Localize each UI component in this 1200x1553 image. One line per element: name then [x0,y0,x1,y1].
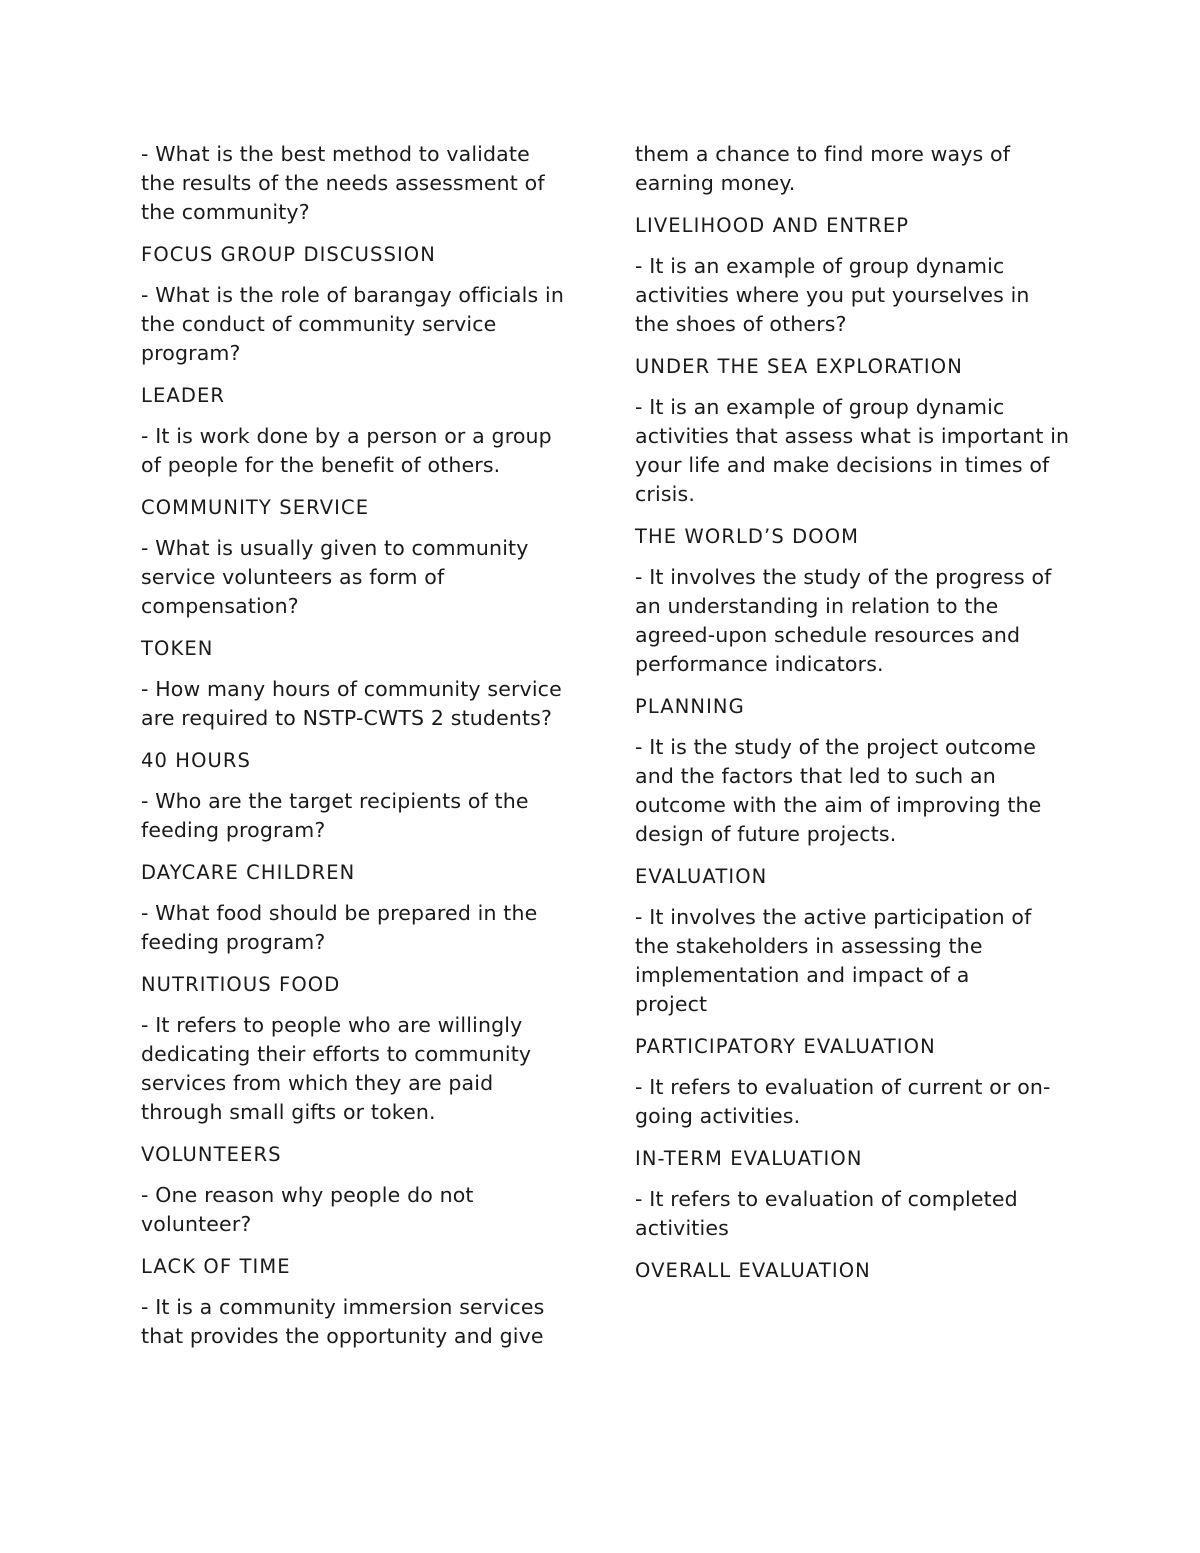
answer-text [141,1140,581,1169]
answer-text [141,746,581,775]
answer-text [141,381,581,410]
text-line: 40 HOURS [141,749,252,772]
text-line: the conduct of community service [141,312,497,336]
text-line: - It is the study of the project outcome [635,735,1037,759]
text-line: - What is the role of barangay officials in [141,283,564,307]
text-line: activities [635,1216,729,1240]
text-line: of people for the benefit of others. [141,453,501,477]
question-text [635,252,1075,339]
text-line: dedicating their efforts to community [141,1042,532,1066]
text-line: project [635,992,708,1016]
text-line: services from which they are paid [141,1071,494,1095]
question-text [141,787,581,845]
text-line: activities where you put yourselves in [635,283,1030,307]
answer-text [141,634,581,663]
answer-text [635,1032,1075,1061]
text-line: going activities. [635,1104,801,1128]
text-line: - It refers to people who are willingly [141,1013,523,1037]
text-line: VOLUNTEERS [141,1143,282,1166]
question-text [141,1293,581,1351]
answer-text [635,211,1075,240]
text-line: - It refers to evaluation of current or on- [635,1075,1051,1099]
answer-text [635,692,1075,721]
text-line: agreed-upon schedule resources and [635,623,1021,647]
text-line: feeding program? [141,930,326,954]
text-line: through small gifts or token. [141,1100,436,1124]
text-line: - How many hours of community service [141,677,562,701]
text-line: DAYCARE CHILDREN [141,861,356,884]
text-line: IN-TERM EVALUATION [635,1147,863,1170]
text-line: NUTRITIOUS FOOD [141,973,341,996]
question-text [141,1181,581,1239]
left-column [141,140,581,1364]
text-line: are required to NSTP-CWTS 2 students? [141,706,553,730]
answer-text [635,352,1075,381]
question-text [635,140,1075,198]
text-line: - It involves the active participation of [635,905,1032,929]
right-column [635,140,1075,1297]
text-line: FOCUS GROUP DISCUSSION [141,243,436,266]
text-line: program? [141,341,241,365]
text-line: EVALUATION [635,865,768,888]
answer-text [635,1256,1075,1285]
text-line: - Who are the target recipients of the [141,789,529,813]
text-line: TOKEN [141,637,214,660]
text-line: LEADER [141,384,226,407]
answer-text [141,858,581,887]
text-line: THE WORLD’S DOOM [635,525,860,548]
text-line: - It is work done by a person or a group [141,424,552,448]
text-line: earning money. [635,171,796,195]
text-line: an understanding in relation to the [635,594,999,618]
text-line: LIVELIHOOD AND ENTREP [635,214,910,237]
text-line: outcome with the aim of improving the [635,793,1042,817]
text-line: PLANNING [635,695,745,718]
text-line: implementation and impact of a [635,963,970,987]
answer-text [141,970,581,999]
text-line: design of future projects. [635,822,897,846]
text-line: your life and make decisions in times of [635,453,1050,477]
text-line: that provides the opportunity and give [141,1324,544,1348]
question-text [141,281,581,368]
question-text [635,733,1075,849]
text-line: service volunteers as form of [141,565,445,589]
text-line: crisis. [635,482,696,506]
text-line: the shoes of others? [635,312,847,336]
text-line: performance indicators. [635,652,884,676]
question-text [635,393,1075,509]
question-text [635,1185,1075,1243]
answer-text [635,522,1075,551]
question-text [141,534,581,621]
text-line: - It is an example of group dynamic [635,395,1005,419]
text-line: OVERALL EVALUATION [635,1259,871,1282]
text-line: - It is a community immersion services [141,1295,545,1319]
question-text [141,899,581,957]
text-line: the results of the needs assessment of [141,171,545,195]
text-line: - What is usually given to community [141,536,529,560]
answer-text [141,1252,581,1281]
text-line: PARTICIPATORY EVALUATION [635,1035,936,1058]
question-text [635,1073,1075,1131]
text-line: - What food should be prepared in the [141,901,538,925]
question-text [635,563,1075,679]
text-line: the stakeholders in assessing the [635,934,983,958]
text-line: compensation? [141,594,299,618]
answer-text [635,862,1075,891]
question-text [635,903,1075,1019]
text-line: volunteer? [141,1212,252,1236]
answer-text [141,493,581,522]
question-text [141,140,581,227]
text-line: UNDER THE SEA EXPLORATION [635,355,963,378]
text-line: LACK OF TIME [141,1255,291,1278]
answer-text [635,1144,1075,1173]
text-line: - One reason why people do not [141,1183,474,1207]
text-line: and the factors that led to such an [635,764,996,788]
text-line: COMMUNITY SERVICE [141,496,370,519]
text-line: the community? [141,200,310,224]
text-line: - It refers to evaluation of completed [635,1187,1018,1211]
text-line: feeding program? [141,818,326,842]
text-line: activities that assess what is important in [635,424,1070,448]
answer-text [141,240,581,269]
question-text [141,675,581,733]
question-text [141,1011,581,1127]
text-line: them a chance to find more ways of [635,142,1011,166]
text-line: - It is an example of group dynamic [635,254,1005,278]
text-line: - It involves the study of the progress of [635,565,1052,589]
text-line: - What is the best method to validate [141,142,530,166]
question-text [141,422,581,480]
